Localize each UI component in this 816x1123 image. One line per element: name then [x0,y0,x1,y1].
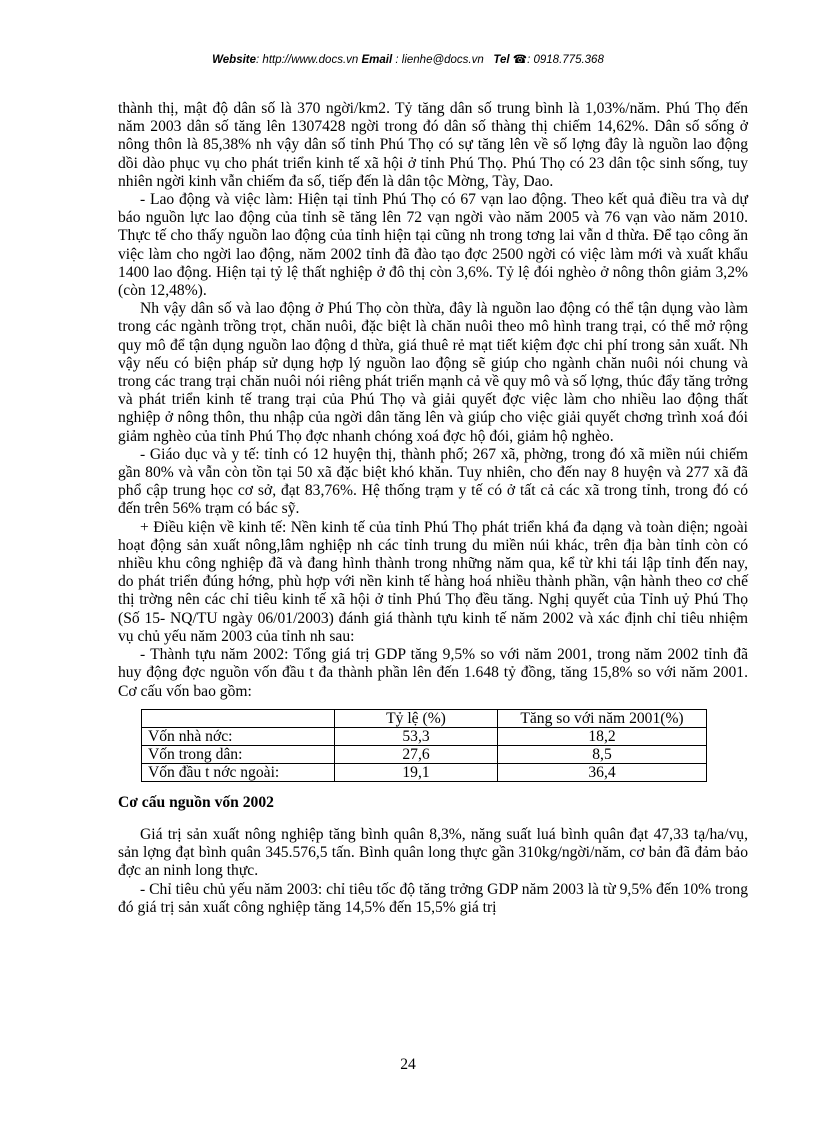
table-header-cell [142,709,335,727]
paragraph: + Điều kiện về kinh tế: Nền kinh tế của tỉnh Phú Thọ phát triển khá đa dạng và toàn diện; ngoài hoạt động sản xuất nông,lâm nghiệp nh các tỉnh trung du miền núi khác, trên địa bàn tỉnh còn có nhiều khu công nghiệp đã và đang hình thành trong những năm qua, kể từ khi tái lập tỉnh đến nay, do phát triển đúng hớng, phù hợp với nền kinh tế hàng hoá nhiều thành phần, vận hành theo cơ chế thị trờng nên các chỉ tiêu kinh tế xã hội ở tỉnh Phú Thọ đều tăng. Nghị quyết của Tỉnh uỷ Phú Thọ (Số 15- NQ/TU ngày 06/01/2003) đánh giá thành tựu kinh tế năm 2002 và xác định chỉ tiêu nhiệm vụ chủ yếu năm 2003 của tỉnh nh sau: [118,518,748,645]
paragraph: thành thị, mật độ dân số là 370 ngời/km2. Tỷ tăng dân số trung bình là 1,03%/năm. Phú Thọ đến năm 2003 dân số tăng lên 1307428 ngời trong đó dân số thàng thị chiếm 14,62%. Dân số sống ở nông thôn là 85,38% nh vậy dân số tỉnh Phú Thọ có sự tăng lên về số lợng đây là nguồn lao động dồi dào phục vụ cho phát triển kinh tế xã hội ở tỉnh Phú Thọ. Phú Thọ có 23 dân tộc sinh sống, tuy nhiên ngời kinh vẫn chiếm đa số, tiếp đến là dân tộc Mờng, Tày, Dao. [118,100,748,190]
paragraph: - Thành tựu năm 2002: Tổng giá trị GDP tăng 9,5% so với năm 2001, trong năm 2002 tỉnh đã huy động đợc nguồn vốn đầu t đa thành phần lên đến 1.648 tỷ đồng, tăng 15,8% so với năm 2001. Cơ cấu vốn bao gồm: [118,646,748,700]
table-cell: 19,1 [335,763,498,781]
tel-value: : 0918.775.368 [527,54,604,66]
table-header-row [142,709,707,727]
email-value: : lienhe@docs.vn [392,54,484,66]
table-header-cell: Tỷ lệ (%) [335,709,498,727]
capital-structure-table [141,709,707,782]
paragraph: - Giáo dục và y tế: tỉnh có 12 huyện thị, thành phố; 267 xã, phờng, trong đó xã miền núi chiếm gần 80% và vẫn còn tồn tại 50 xã đặc biệt khó khăn. Tuy nhiên, cho đến nay 8 huyện và 277 xã đã phổ cập trung học cơ sở, đạt 83,76%. Hệ thống trạm y tế có ở tất cả các xã trong tỉnh, trong đó có đến trên 56% trạm có bác sỹ. [118,445,748,518]
page-header [0,52,816,66]
paragraph: - Chỉ tiêu chủ yếu năm 2003: chỉ tiêu tốc độ tăng trởng GDP năm 2003 là từ 9,5% đến 10% trong đó giá trị sản xuất công nghiệp tăng 14,5% đến 15,5% giá trị [118,880,748,916]
table-cell: 8,5 [498,745,707,763]
website-value: : http://www.docs.vn [256,54,359,66]
email-label: Email [361,54,393,66]
page-number: 24 [400,1056,416,1073]
section-heading: Cơ cấu nguồn vốn 2002 [118,793,274,811]
table-header-cell: Tăng so với năm 2001(%) [498,709,707,727]
table-cell: Vốn nhà nớc: [142,727,335,745]
telephone-icon: ☎ [512,54,528,66]
table-cell: 53,3 [335,727,498,745]
website-label: Website [212,54,257,66]
table-row [142,727,707,745]
paragraph: Giá trị sản xuất nông nghiệp tăng bình quân 8,3%, năng suất luá bình quân đạt 47,33 tạ/ha/vụ, sản lợng đạt bình quân 345.576,5 tấn. Bình quân long thực gần 310kg/ngời/năm, cơ bản đã đảm bảo đợc an ninh long thực. [118,825,748,880]
table-cell: 36,4 [498,763,707,781]
table-cell: 18,2 [498,727,707,745]
table-cell: Vốn đầu t nớc ngoài: [142,763,335,781]
paragraph: - Lao động và việc làm: Hiện tại tỉnh Phú Thọ có 67 vạn lao động. Theo kết quả điều tra và dự báo nguồn lực lao động của tỉnh sẽ tăng lên 72 vạn ngời vào năm 2005 và 76 vạn vào năm 2010. Thực tế cho thấy nguồn lao động của tỉnh hiện tại cũng nh trong tơng lai vẫn d thừa. Để tạo công ăn việc làm cho ngời lao động, năm 2002 tỉnh đã đào tạo đợc 2500 ngời có việc làm mới và xuất khẩu 1400 lao động. Hiện tại tỷ lệ thất nghiệp ở đô thị còn 3,6%. Tỷ lệ đói nghèo ở nông thôn giảm 3,2% (còn 12,48%). [118,191,748,300]
table-cell: Vốn trong dân: [142,745,335,763]
table-row [142,763,707,781]
table-cell: 27,6 [335,745,498,763]
paragraph: Nh vậy dân số và lao động ở Phú Thọ còn thừa, đây là nguồn lao động có thể tận dụng vào làm trong các ngành trồng trọt, chăn nuôi, đặc biệt là chăn nuôi theo mô hình trang trại, có thể mở rộng quy mô để tận dụng nguồn lao động d thừa, giá thuê rẻ mạt tiết kiệm đợc chi phí trong sản xuất. Nh vậy nếu có biện pháp sử dụng hợp lý nguồn lao động sẽ giúp cho ngành chăn nuôi nói chung và trong các trang trại chăn nuôi nói riêng phát triển mạnh cả về quy mô và số lợng, thúc đẩy tăng trởng và phát triển kinh tế trang trại của Phú Thọ và giải quyết đợc việc làm cho nhiều lao động thất nghiệp ở nông thôn, thu nhập của ngời dân tăng lên và giúp cho việc giải quyết chơng trình xoá đói giảm nghèo của tỉnh Phú Thọ đợc nhanh chóng xoá đợc hộ đói, giảm hộ nghèo. [118,300,748,445]
tel-label: Tel [493,54,510,66]
table-row [142,745,707,763]
document-body [118,100,748,917]
